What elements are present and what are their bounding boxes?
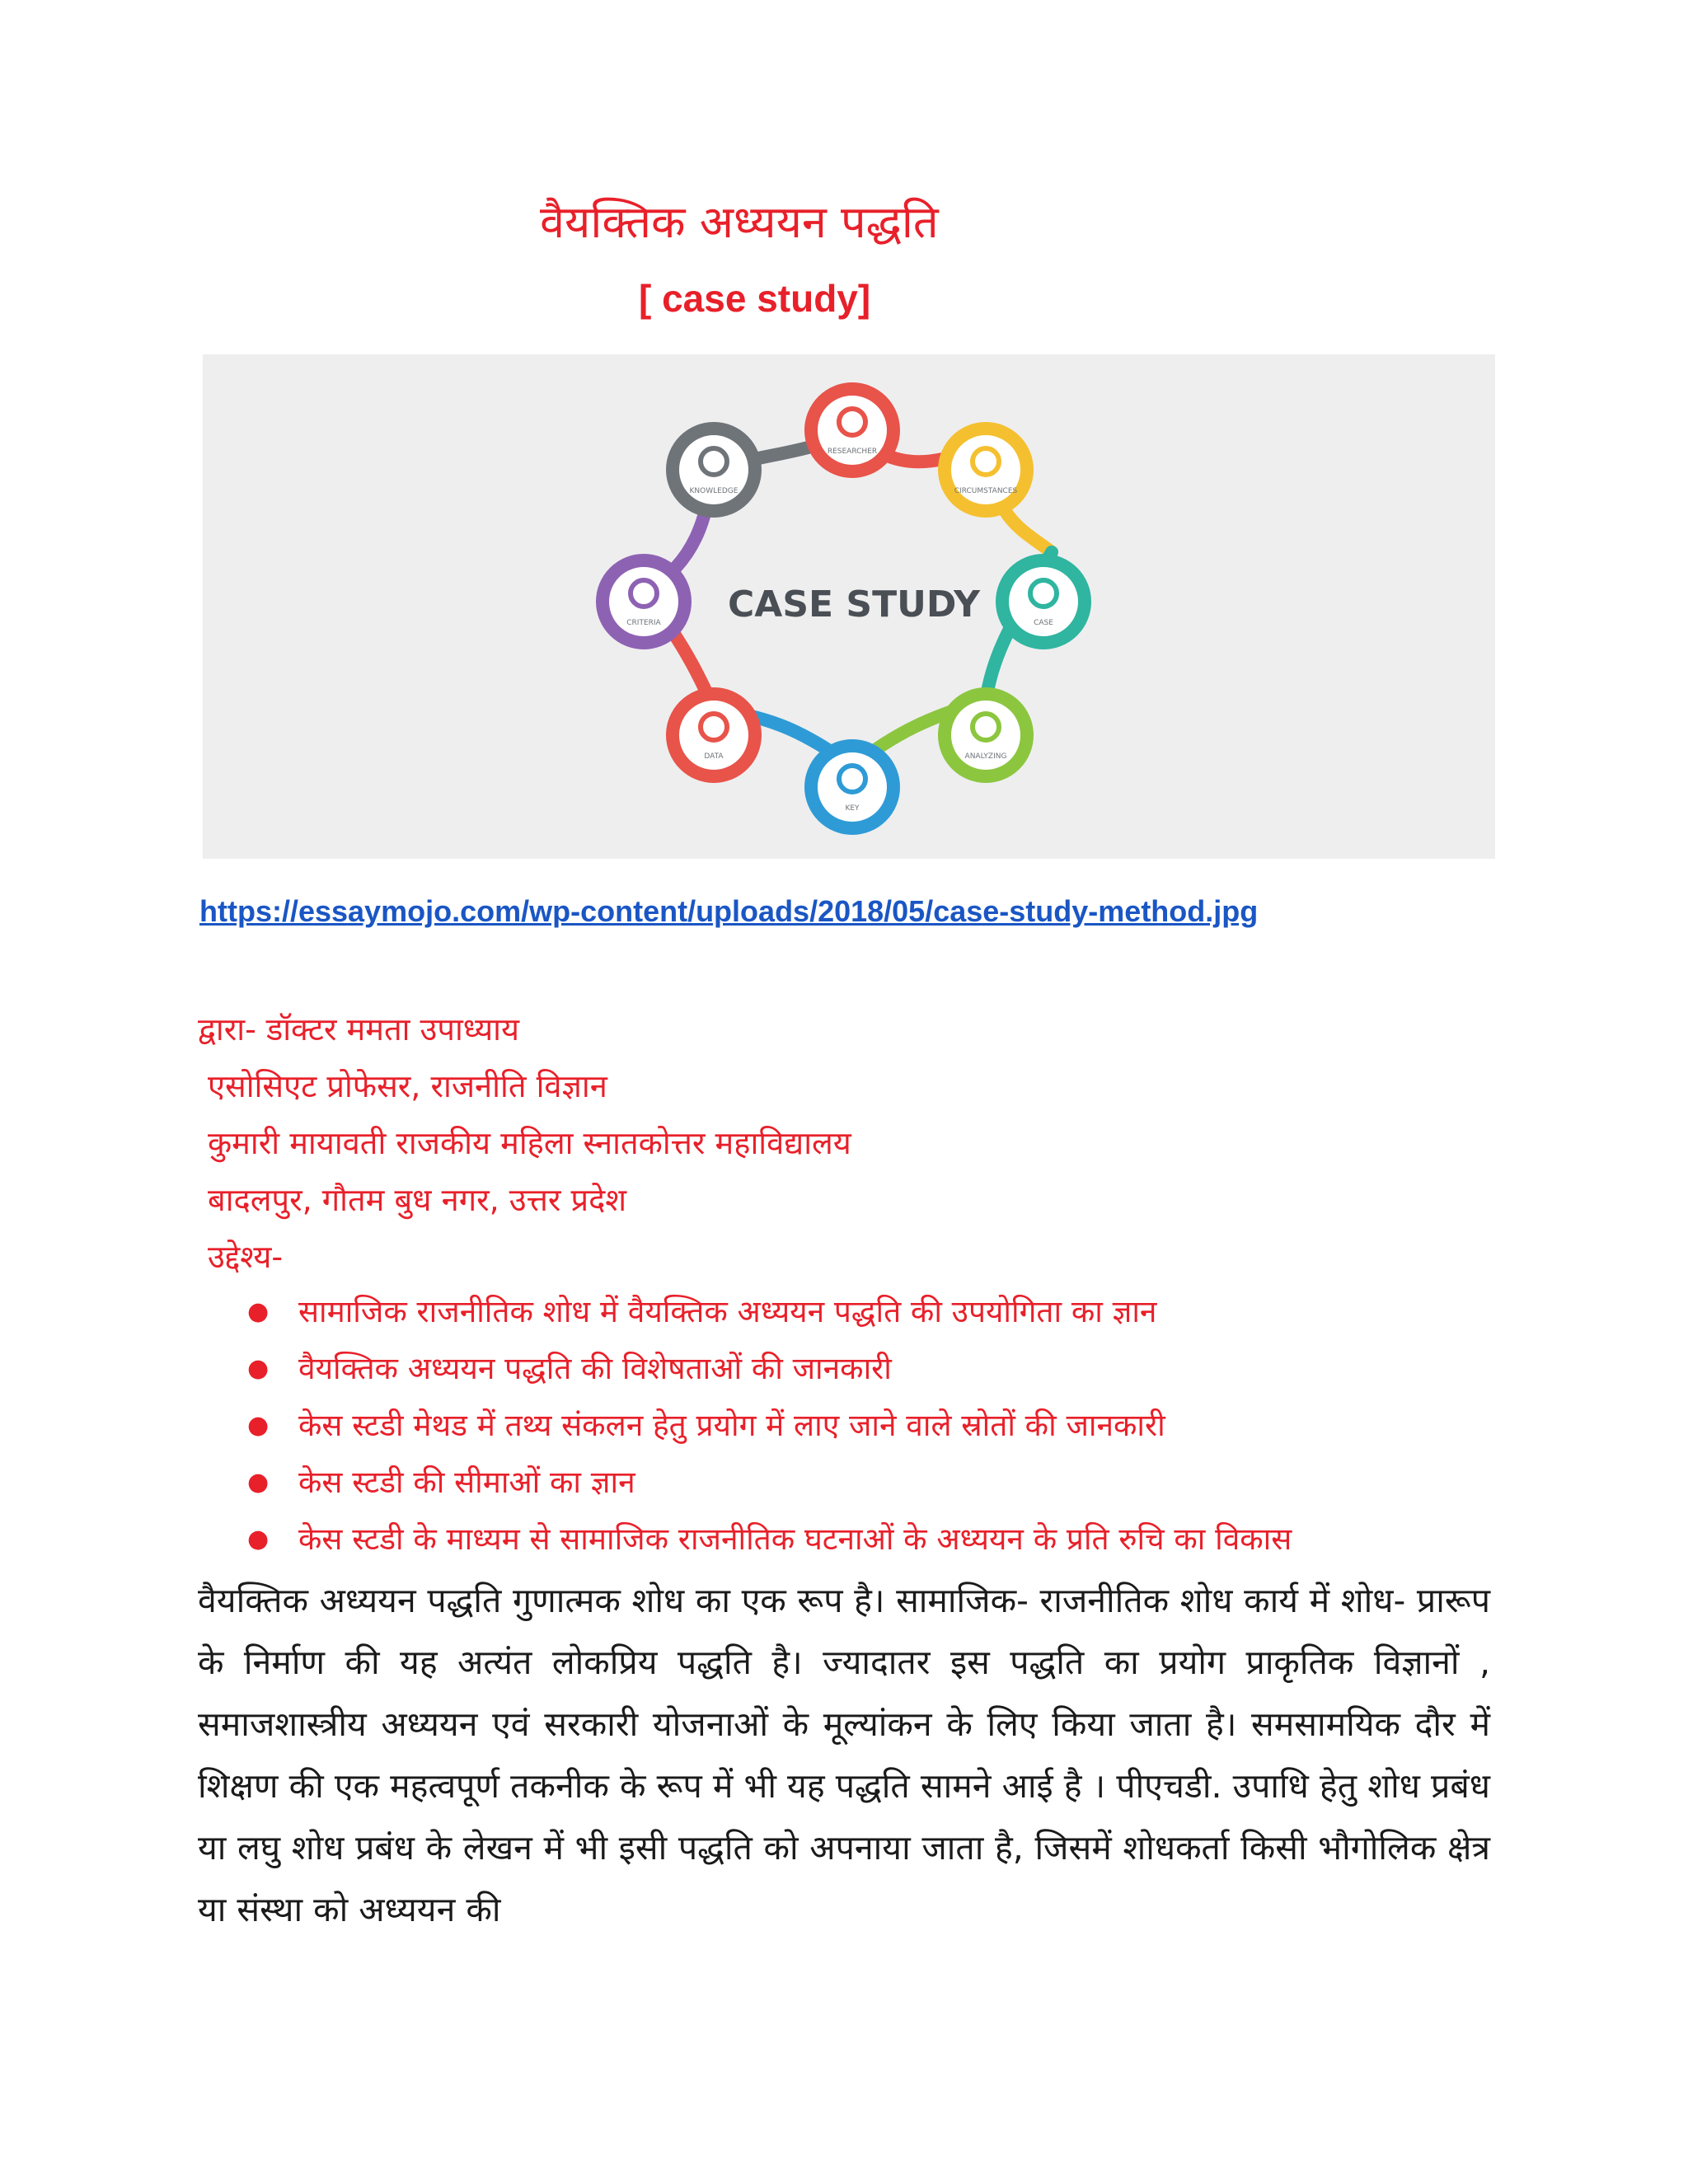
bullet-icon: ● — [247, 1468, 270, 1497]
author-place: बादलपुर, गौतम बुध नगर, उत्तर प्रदेश — [208, 1182, 627, 1218]
diagram-node-researcher — [811, 389, 893, 471]
diagram-node-label: ANALYZING — [964, 752, 1007, 761]
source-link[interactable]: https://essaymojo.com/wp-content/uploads/2018/05/case-study-method.jpg — [199, 894, 1259, 928]
diagram-node-label: KNOWLEDGE — [689, 487, 738, 495]
diagram-node-label: CASE — [1034, 619, 1053, 627]
diagram-node-key — [811, 746, 893, 828]
diagram-node-ring — [811, 746, 893, 828]
bullet-icon: ● — [247, 1297, 270, 1326]
bullet-icon: ● — [247, 1411, 270, 1440]
diagram-node-ring — [673, 429, 755, 511]
case-study-diagram — [203, 354, 1495, 859]
diagram-node-ring — [673, 694, 755, 776]
list-item: ● केस स्टडी के माध्यम से सामाजिक राजनीतिक घटनाओं के अध्ययन के प्रति रुचि का विकास — [247, 1511, 1292, 1568]
diagram-node-ring — [603, 560, 685, 643]
diagram-node-case — [1002, 560, 1085, 643]
list-item: ● वैयक्तिक अध्ययन पद्धति की विशेषताओं की जानकारी — [247, 1340, 1292, 1397]
list-item: ● सामाजिक राजनीतिक शोध में वैयक्तिक अध्ययन पद्धति की उपयोगिता का ज्ञान — [247, 1283, 1292, 1340]
page-title: वैयक्तिक अध्ययन पद्धति — [540, 196, 939, 248]
author-college: कुमारी मायावती राजकीय महिला स्नातकोत्तर महाविद्यालय — [208, 1125, 851, 1161]
objectives-heading: उद्देश्य- — [208, 1239, 284, 1275]
diagram-node-label: CIRCUMSTANCES — [954, 487, 1018, 495]
page-subtitle: [ case study] — [639, 277, 871, 320]
author-name: द्वारा- डॉक्टर ममता उपाध्याय — [198, 1011, 520, 1047]
diagram-node-ring — [945, 429, 1027, 511]
diagram-node-label: CRITERIA — [626, 619, 661, 627]
diagram-node-criteria — [603, 560, 685, 643]
bullet-icon: ● — [247, 1354, 270, 1383]
list-item: ● केस स्टडी मेथड में तथ्य संकलन हेतु प्रयोग में लाए जाने वाले स्रोतों की जानकारी — [247, 1397, 1292, 1454]
diagram-node-ring — [1002, 560, 1085, 643]
diagram-node-label: DATA — [704, 752, 724, 761]
diagram-node-knowledge — [673, 429, 755, 511]
diagram-node-circumstances — [945, 429, 1027, 511]
objectives-list — [247, 1283, 1292, 1568]
author-block — [198, 1001, 851, 1286]
diagram-node-ring — [811, 389, 893, 471]
diagram-node-label: RESEARCHER — [827, 448, 878, 456]
diagram-node-ring — [945, 694, 1027, 776]
body-paragraph: वैयक्तिक अध्ययन पद्धति गुणात्मक शोध का एक रूप है। सामाजिक- राजनीतिक शोध कार्य में शोध- प्रारूप के निर्माण की यह अत्यंत लोकप्रिय पद्धति है। ज्यादातर इस पद्धति का प्रयोग प्राकृतिक विज्ञानों , समाजशास्त्रीय अध्ययन एवं सरकारी योजनाओं के मूल्यांकन के लिए किया जाता है। समसामयिक दौर में शिक्षण की एक महत्वपूर्ण तकनीक के रूप में भी यह पद्धति सामने आई है । पीएचडी. उपाधि हेतु शोध प्रबंध या लघु शोध प्रबंध के लेखन में भी इसी पद्धति को अपनाया जाता है, जिसमें शोधकर्ता किसी भौगोलिक क्षेत्र या संस्था को अध्ययन की — [198, 1581, 1490, 1929]
diagram-node-analyzing — [945, 694, 1027, 776]
diagram-node-label: KEY — [845, 804, 860, 813]
author-designation: एसोसिएट प्रोफेसर, राजनीति विज्ञान — [208, 1068, 607, 1104]
diagram-node-data — [673, 694, 755, 776]
diagram-center-label: CASE STUDY — [727, 583, 981, 626]
bullet-icon: ● — [247, 1525, 270, 1554]
list-item: ● केस स्टडी की सीमाओं का ज्ञान — [247, 1454, 1292, 1511]
